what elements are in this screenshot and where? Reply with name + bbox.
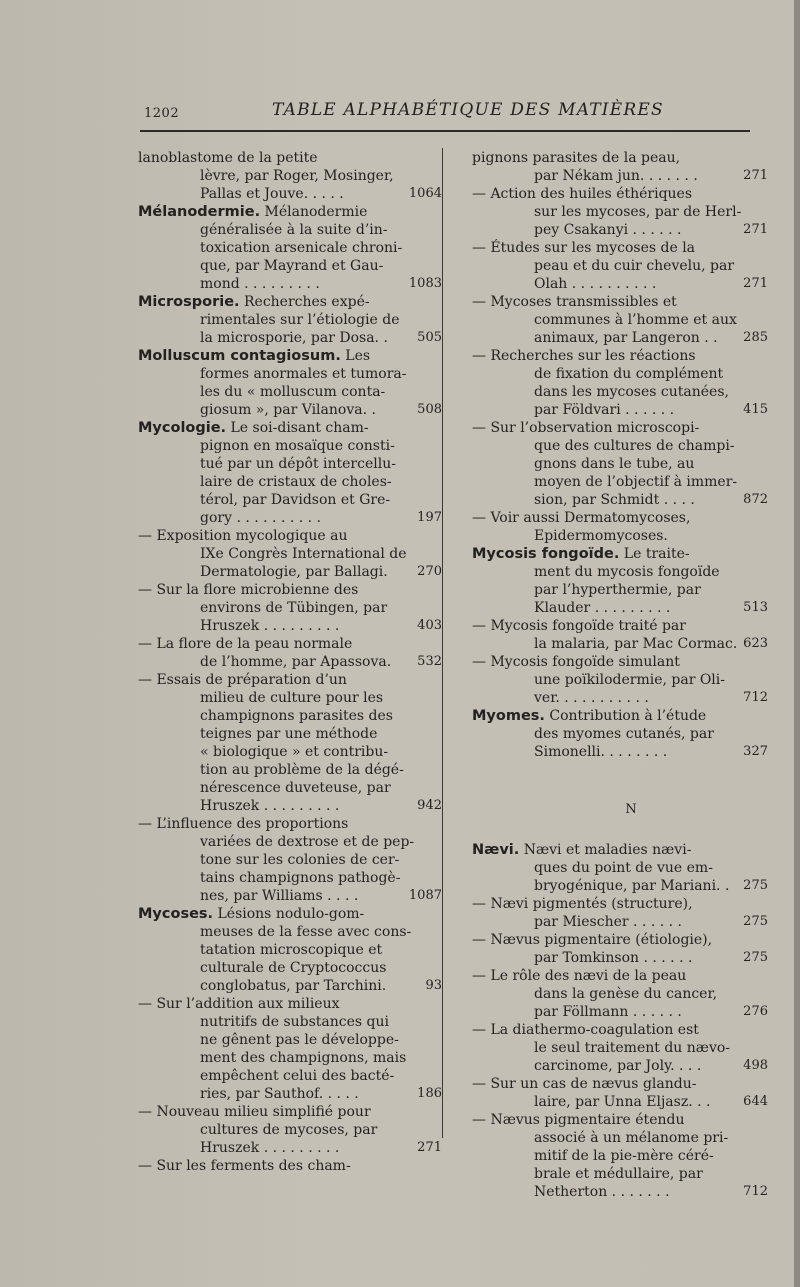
entry-line: — La diathermo-coagulation est <box>472 1022 699 1038</box>
entry-line: — Sur la flore microbienne des <box>138 582 359 598</box>
index-entry <box>472 841 768 895</box>
entry-line: ne gênent pas le développe- <box>200 1032 399 1048</box>
headword: Nævi. <box>472 842 520 858</box>
entry-line: mond . . . . . . . . . <box>200 276 320 292</box>
entry-line: laire, par Unna Eljasz. . . <box>534 1094 711 1110</box>
index-entry <box>472 509 750 545</box>
entry-line: de l’homme, par Apassova. <box>200 654 392 670</box>
index-entry <box>138 995 442 1103</box>
entry-line: tué par un dépôt intercellu- <box>200 456 396 472</box>
entry-line: — Essais de préparation d’un <box>138 672 347 688</box>
entry-line: térol, par Davidson et Gre- <box>200 492 391 508</box>
entry-page-number: 1064 <box>408 186 442 201</box>
entry-line: ries, par Sauthof. . . . . <box>200 1086 359 1102</box>
entry-line: Nævi. Nævi et maladies nævi- <box>472 842 692 858</box>
entry-line: par Föllmann . . . . . . <box>534 1004 682 1020</box>
entry-line: — Mycoses transmissibles et <box>472 294 677 310</box>
entry-line: Mélanodermie. Mélanodermie <box>138 204 368 220</box>
index-entry <box>138 347 442 419</box>
headword: Myomes. <box>472 708 545 724</box>
entry-line: — Mycosis fongoïde simulant <box>472 654 680 670</box>
entry-page-number: 1083 <box>408 276 442 291</box>
entry-page-number: 197 <box>417 510 442 525</box>
entry-line: Mycoses. Lésions nodulo-gom- <box>138 906 365 922</box>
entry-line: — Exposition mycologique au <box>138 528 348 544</box>
entry-line: bryogénique, par Mariani. . <box>534 878 730 894</box>
entry-line: peau et du cuir chevelu, par <box>534 258 735 274</box>
index-entry <box>472 239 768 293</box>
index-entry <box>138 149 442 203</box>
index-entry <box>472 293 768 347</box>
entry-line: — L’influence des proportions <box>138 816 349 832</box>
entry-line: conglobatus, par Tarchini. <box>200 978 387 994</box>
entry-page-number: 271 <box>743 222 768 237</box>
index-entry <box>472 931 768 967</box>
entry-line: brale et médullaire, par <box>534 1166 703 1182</box>
left-column <box>138 149 442 1175</box>
entry-line: pignon en mosaïque consti- <box>200 438 395 454</box>
entry-line: — Voir aussi Dermatomycoses, <box>472 510 691 526</box>
entry-page-number: 186 <box>417 1086 442 1101</box>
entry-page-number: 275 <box>743 914 768 929</box>
entry-line: Netherton . . . . . . . <box>534 1184 670 1200</box>
entry-line: — Action des huiles éthériques <box>472 186 693 202</box>
page-number: 1202 <box>144 106 180 121</box>
entry-line: culturale de Cryptococcus <box>200 960 387 976</box>
headword: Mycosis fongoïde. <box>472 546 620 562</box>
entry-line: — Sur les ferments des cham- <box>138 1158 351 1174</box>
entry-line: formes anormales et tumora- <box>200 366 407 382</box>
entry-page-number: 508 <box>417 402 442 417</box>
index-entry <box>138 815 442 905</box>
entry-line: le seul traitement du nævo- <box>534 1040 731 1056</box>
index-entry <box>138 293 442 347</box>
entry-line: par Nékam jun. . . . . . . <box>534 168 698 184</box>
entry-line: Mycologie. Le soi-disant cham- <box>138 420 369 436</box>
entry-line: mitif de la pie-mère céré- <box>534 1148 714 1164</box>
entry-page-number: 275 <box>743 878 768 893</box>
entry-line: — Le rôle des nævi de la peau <box>472 968 687 984</box>
entry-line: toxication arsenicale chroni- <box>200 240 403 256</box>
entry-line: — Études sur les mycoses de la <box>472 240 696 256</box>
index-entry <box>472 347 768 419</box>
entry-page-number: 712 <box>743 690 768 705</box>
entry-line: lèvre, par Roger, Mosinger, <box>200 168 394 184</box>
entry-line: nes, par Williams . . . . <box>200 888 359 904</box>
entry-line: Epidermomycoses. <box>534 528 668 544</box>
entry-line: tion au problème de la dégé- <box>200 762 404 778</box>
entry-line: par l’hyperthermie, par <box>534 582 701 598</box>
entry-line: la microsporie, par Dosa. . <box>200 330 388 346</box>
entry-line: par Tomkinson . . . . . . <box>534 950 693 966</box>
index-entry <box>138 905 442 995</box>
entry-line: laire de cristaux de choles- <box>200 474 392 490</box>
entry-line: ment du mycosis fongoïde <box>534 564 720 580</box>
entry-line: — Nævi pigmentés (structure), <box>472 896 693 912</box>
entry-page-number: 93 <box>425 978 442 993</box>
section-gap <box>472 761 750 801</box>
entry-line: rimentales sur l’étiologie de <box>200 312 400 328</box>
headword: Molluscum contagiosum. <box>138 348 341 364</box>
entry-line: dans les mycoses cutanées, <box>534 384 729 400</box>
entry-line: par Földvari . . . . . . <box>534 402 675 418</box>
entry-page-number: 644 <box>743 1094 768 1109</box>
entry-line: — La flore de la peau normale <box>138 636 353 652</box>
entry-line: nutritifs de substances qui <box>200 1014 389 1030</box>
entry-line: gory . . . . . . . . . . <box>200 510 321 526</box>
entry-line: teignes par une méthode <box>200 726 378 742</box>
entry-line: lanoblastome de la petite <box>138 150 318 166</box>
entry-page-number: 1087 <box>408 888 442 903</box>
entry-line: nérescence duveteuse, par <box>200 780 391 796</box>
index-entry <box>472 967 768 1021</box>
entry-line: ques du point de vue em- <box>534 860 713 876</box>
entry-line: tone sur les colonies de cer- <box>200 852 400 868</box>
index-entry <box>138 527 442 581</box>
entry-line: par Miescher . . . . . . <box>534 914 682 930</box>
entry-line: une poïkilodermie, par Oli- <box>534 672 725 688</box>
entry-page-number: 505 <box>417 330 442 345</box>
page-header <box>0 96 800 136</box>
entry-line: Molluscum contagiosum. Les <box>138 348 371 364</box>
entry-line: — Recherches sur les réactions <box>472 348 696 364</box>
right-column <box>472 149 768 1201</box>
index-entry <box>472 1075 768 1111</box>
entry-line: IXe Congrès International de <box>200 546 407 562</box>
entry-page-number: 415 <box>743 402 768 417</box>
entry-page-number: 285 <box>743 330 768 345</box>
entry-page-number: 271 <box>743 276 768 291</box>
entry-line: carcinome, par Joly. . . . <box>534 1058 702 1074</box>
entry-line: Myomes. Contribution à l’étude <box>472 708 707 724</box>
entry-page-number: 498 <box>743 1058 768 1073</box>
entry-page-number: 712 <box>743 1184 768 1199</box>
entry-page-number: 872 <box>743 492 768 507</box>
entry-line: Microsporie. Recherches expé- <box>138 294 370 310</box>
index-entry <box>472 895 768 931</box>
entry-line: Klauder . . . . . . . . . <box>534 600 671 616</box>
entry-line: — Mycosis fongoïde traité par <box>472 618 686 634</box>
index-entry <box>138 1157 428 1175</box>
index-entry <box>472 707 768 761</box>
column-divider <box>442 148 443 1138</box>
index-entry <box>472 419 768 509</box>
entry-line: pey Csakanyi . . . . . . <box>534 222 682 238</box>
entry-line: Pallas et Jouve. . . . . <box>200 186 344 202</box>
entry-page-number: 275 <box>743 950 768 965</box>
entry-line: que, par Mayrand et Gau- <box>200 258 384 274</box>
header-rule <box>140 130 750 132</box>
entry-line: cultures de mycoses, par <box>200 1122 378 1138</box>
entry-line: tatation microscopique et <box>200 942 383 958</box>
entry-line: moyen de l’objectif à immer- <box>534 474 738 490</box>
index-entry <box>472 1021 768 1075</box>
entry-line: pignons parasites de la peau, <box>472 150 681 166</box>
entry-line: champignons parasites des <box>200 708 393 724</box>
index-entry <box>138 419 442 527</box>
entry-line: — Nævus pigmentaire étendu <box>472 1112 685 1128</box>
entry-line: Mycosis fongoïde. Le traite- <box>472 546 690 562</box>
entry-page-number: 513 <box>743 600 768 615</box>
entry-line: généralisée à la suite d’in- <box>200 222 388 238</box>
entry-page-number: 532 <box>417 654 442 669</box>
entry-line: Olah . . . . . . . . . . <box>534 276 657 292</box>
index-entry <box>138 671 442 815</box>
index-entry <box>138 635 442 671</box>
index-entry <box>472 653 768 707</box>
headword: Mélanodermie. <box>138 204 261 220</box>
entry-line: dans la genèse du cancer, <box>534 986 718 1002</box>
entry-line: empêchent celui des bacté- <box>200 1068 395 1084</box>
index-entry <box>138 203 442 293</box>
entry-line: — Sur un cas de nævus glandu- <box>472 1076 697 1092</box>
entry-line: — Nævus pigmentaire (étiologie), <box>472 932 713 948</box>
headword: Mycologie. <box>138 420 227 436</box>
entry-line: les du « molluscum conta- <box>200 384 386 400</box>
entry-line: gnons dans le tube, au <box>534 456 695 472</box>
entry-line: Hruszek . . . . . . . . . <box>200 618 340 634</box>
headword: Mycoses. <box>138 906 214 922</box>
entry-line: sion, par Schmidt . . . . <box>534 492 695 508</box>
entry-page-number: 942 <box>417 798 442 813</box>
index-entry <box>138 581 442 635</box>
headword: Microsporie. <box>138 294 240 310</box>
entry-line: — Nouveau milieu simplifié pour <box>138 1104 371 1120</box>
entry-line: que des cultures de champi- <box>534 438 735 454</box>
entry-page-number: 327 <box>743 744 768 759</box>
entry-line: variées de dextrose et de pep- <box>200 834 415 850</box>
entry-line: de fixation du complément <box>534 366 724 382</box>
entry-line: communes à l’homme et aux <box>534 312 737 328</box>
entry-line: la malaria, par Mac Cormac. <box>534 636 738 652</box>
entry-page-number: 271 <box>743 168 768 183</box>
section-gap <box>472 819 750 841</box>
index-entry <box>472 149 768 185</box>
entry-page-number: 623 <box>743 636 768 651</box>
entry-line: ver. . . . . . . . . . . <box>534 690 649 706</box>
entry-line: ment des champignons, mais <box>200 1050 407 1066</box>
running-title: TABLE ALPHABÉTIQUE DES MATIÈRES <box>272 100 664 120</box>
entry-line: — Sur l’observation microscopi- <box>472 420 700 436</box>
index-entry <box>472 545 768 617</box>
entry-line: meuses de la fesse avec cons- <box>200 924 412 940</box>
entry-page-number: 276 <box>743 1004 768 1019</box>
entry-line: « biologique » et contribu- <box>200 744 389 760</box>
index-entry <box>472 1111 768 1201</box>
entry-line: des myomes cutanés, par <box>534 726 714 742</box>
index-entry <box>472 185 768 239</box>
entry-line: Dermatologie, par Ballagi. <box>200 564 388 580</box>
entry-line: environs de Tübingen, par <box>200 600 388 616</box>
entry-page-number: 403 <box>417 618 442 633</box>
entry-page-number: 271 <box>417 1140 442 1155</box>
entry-line: Simonelli. . . . . . . . <box>534 744 668 760</box>
entry-line: tains champignons pathogè- <box>200 870 401 886</box>
entry-line: sur les mycoses, par de Herl- <box>534 204 742 220</box>
entry-line: milieu de culture pour les <box>200 690 384 706</box>
entry-line: — Sur l’addition aux milieux <box>138 996 340 1012</box>
entry-page-number: 270 <box>417 564 442 579</box>
index-entry <box>472 617 768 653</box>
index-entry <box>138 1103 442 1157</box>
entry-line: Hruszek . . . . . . . . . <box>200 798 340 814</box>
entry-line: animaux, par Langeron . . <box>534 330 718 346</box>
entry-line: associé à un mélanome pri- <box>534 1130 729 1146</box>
section-letter: N <box>625 802 637 817</box>
entry-line: Hruszek . . . . . . . . . <box>200 1140 340 1156</box>
entry-line: giosum », par Vilanova. . <box>200 402 376 418</box>
